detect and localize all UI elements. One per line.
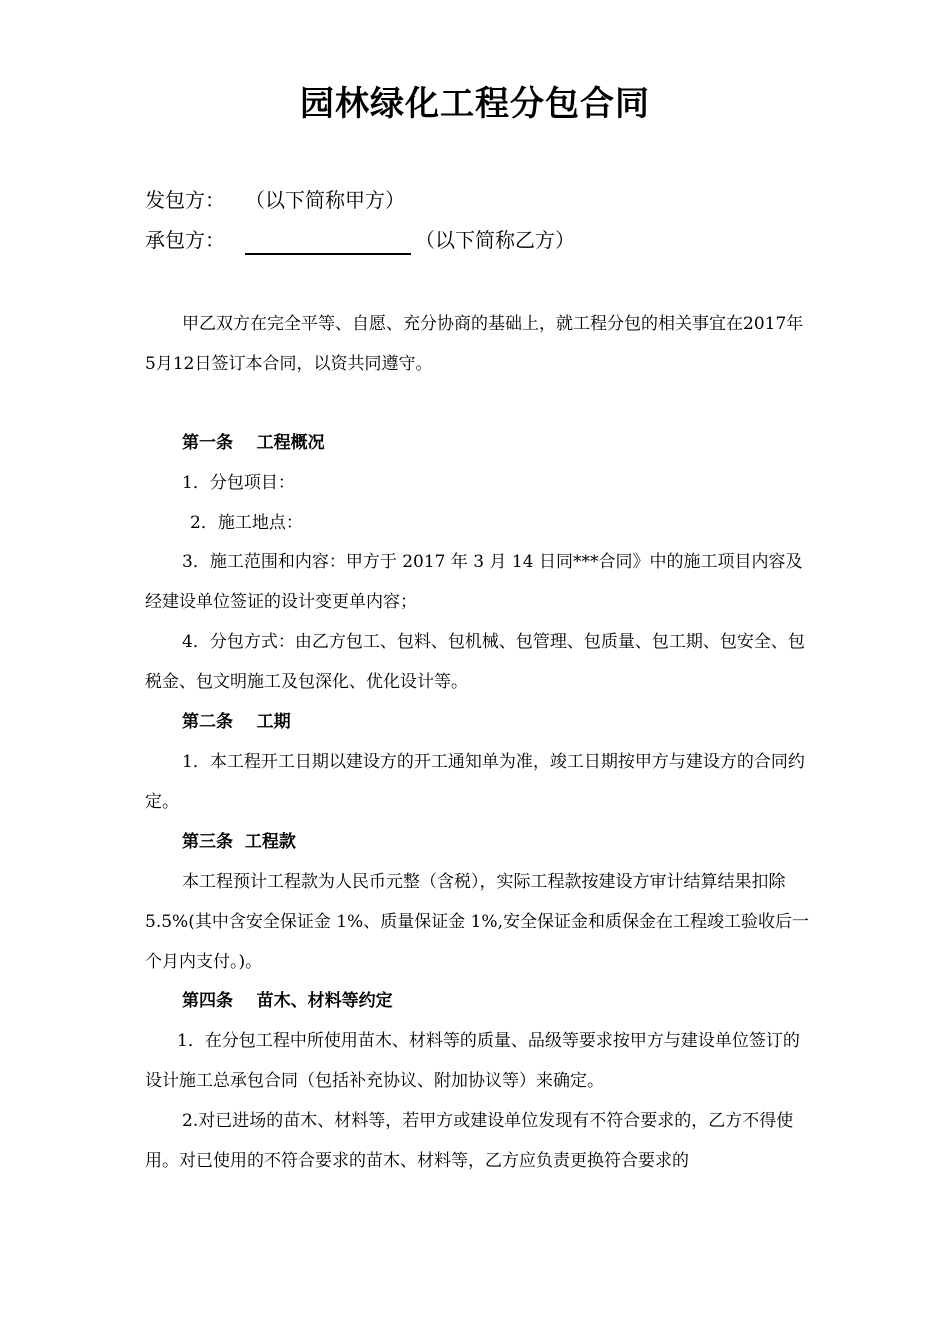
article-3-heading: 第三条 工程款: [182, 832, 296, 852]
article-4-item-1: 1．在分包工程中所使用苗木、材料等的质量、品级等要求按甲方与建设单位签订的设计施工总承包合同（包括补充协议、附加协议等）来确定。: [145, 1031, 800, 1091]
document-title: 园林绿化工程分包合同: [300, 84, 650, 124]
article-4-heading: 第四条 苗木、材料等约定: [182, 991, 393, 1011]
party-b-label: 承包方：: [145, 228, 225, 252]
party-b-note: （以下简称乙方）: [415, 228, 575, 252]
party-a-label: 发包方：: [145, 188, 225, 212]
article-1-item-2: 2．施工地点：: [190, 513, 303, 533]
party-a-line: [145, 185, 405, 215]
article-1-heading: 第一条 工程概况: [182, 433, 325, 453]
article-2-heading: 第二条 工期: [182, 712, 291, 732]
intro-paragraph: 甲乙双方在完全平等、自愿、充分协商的基础上，就工程分包的相关事宜在2017年5月12日签订本合同，以资共同遵守。: [145, 314, 804, 374]
party-b-line: [145, 225, 575, 255]
party-b-blank-line: [245, 229, 411, 255]
article-4-item-2: 2.对已进场的苗木、材料等，若甲方或建设单位发现有不符合要求的，乙方不得使用。对已使用的不符合要求的苗木、材料等，乙方应负责更换符合要求的: [145, 1111, 794, 1171]
article-2-item-1: 1．本工程开工日期以建设方的开工通知单为准，竣工日期按甲方与建设方的合同约定。: [145, 752, 805, 812]
party-a-note: （以下简称甲方）: [245, 188, 405, 212]
article-1-item-4: 4．分包方式：由乙方包工、包料、包机械、包管理、包质量、包工期、包安全、包税金、包文明施工及包深化、优化设计等。: [145, 632, 805, 692]
article-1-item-3: 3．施工范围和内容：甲方于 2017 年 3 月 14 日同***合同》中的施工项目内容及经建设单位签证的设计变更单内容；: [145, 552, 803, 612]
article-3-body: 本工程预计工程款为人民币元整（含税），实际工程款按建设方审计结算结果扣除 5.5%(其中含安全保证金 1%、质量保证金 1%,安全保证金和质保金在工程竣工验收后一个月内支付。)。: [145, 872, 809, 972]
article-1-item-1: 1．分包项目：: [182, 473, 295, 493]
